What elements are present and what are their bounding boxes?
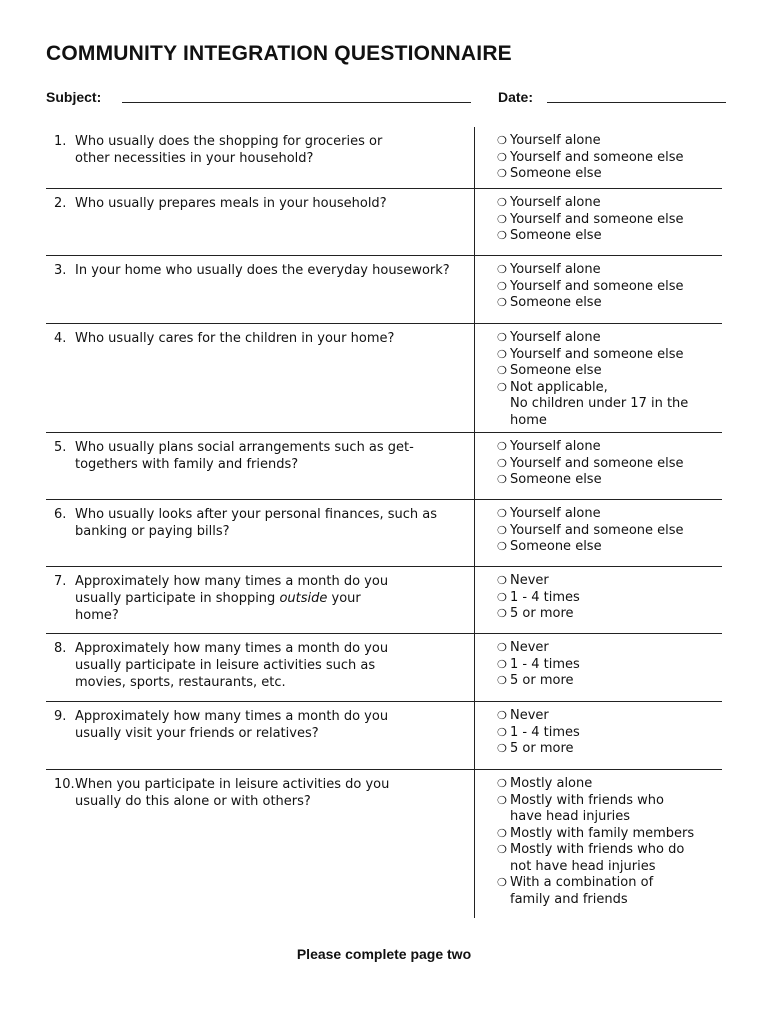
answer-option[interactable] [497, 262, 727, 279]
question-line [54, 590, 474, 607]
answer-option-line: 1 - 4 times [510, 589, 580, 605]
question-line [54, 506, 474, 523]
answer-option-label [510, 657, 580, 674]
answer-option[interactable] [497, 228, 727, 245]
radio-circle-icon[interactable]: ❍ [497, 725, 507, 739]
question-line-text: Who usually prepares meals in your household? [75, 196, 387, 211]
answer-option-label [510, 456, 684, 473]
radio-circle-icon[interactable]: ❍ [497, 590, 507, 604]
question-line-text: Who usually plans social arrangements such as get- [75, 440, 414, 455]
question-number: 7. [54, 574, 67, 589]
answer-option[interactable] [497, 279, 727, 296]
answer-option-line: Yourself alone [510, 133, 601, 148]
question-text [54, 439, 474, 473]
answer-option-label [510, 673, 574, 690]
radio-circle-icon[interactable]: ❍ [497, 507, 507, 520]
question-row [46, 189, 722, 256]
answer-option-line: With a combination of [510, 875, 654, 890]
answer-option-line: home [510, 412, 547, 428]
question-row [46, 634, 722, 702]
answer-option-label [510, 708, 549, 725]
answer-option[interactable] [497, 363, 727, 380]
question-line [54, 793, 474, 810]
radio-circle-icon[interactable]: ❍ [497, 607, 507, 620]
answer-option-label [510, 826, 694, 843]
radio-circle-icon[interactable]: ❍ [497, 263, 507, 276]
answer-option-line: Yourself and someone else [510, 346, 684, 362]
answer-option-label [510, 195, 601, 212]
answer-option[interactable] [497, 347, 727, 364]
answer-option-label [510, 472, 602, 489]
answer-option-line: have head injuries [510, 809, 631, 824]
answer-option[interactable] [497, 506, 727, 523]
question-line-text: usually participate in leisure activities such as [75, 658, 376, 673]
answer-options [497, 640, 727, 690]
answer-option-line: Yourself and someone else [510, 278, 684, 294]
radio-circle-icon[interactable]: ❍ [497, 657, 507, 671]
radio-circle-icon[interactable]: ❍ [497, 826, 507, 840]
radio-circle-icon[interactable]: ❍ [497, 347, 507, 361]
answer-option-label [510, 539, 602, 556]
answer-option[interactable] [497, 875, 727, 908]
subject-label: Subject: [46, 89, 102, 105]
radio-circle-icon[interactable]: ❍ [497, 523, 507, 537]
answer-option[interactable] [497, 826, 727, 843]
date-field[interactable] [547, 102, 726, 103]
answer-option-line: not have head injuries [510, 858, 656, 874]
answer-option-line: Yourself and someone else [510, 211, 684, 227]
question-number: 9. [54, 709, 67, 724]
question-line [54, 456, 474, 473]
answer-options [497, 776, 727, 908]
answer-options [497, 708, 727, 758]
question-line-text: banking or paying bills? [75, 524, 230, 539]
question-line [54, 657, 474, 674]
answer-option-label [510, 380, 688, 430]
radio-circle-icon[interactable]: ❍ [497, 742, 507, 755]
answer-option-line: 5 or more [510, 673, 574, 688]
question-row [46, 324, 722, 433]
answer-option-line: 1 - 4 times [510, 724, 580, 740]
question-row [46, 770, 722, 918]
answer-option-label [510, 133, 601, 150]
answer-option-line: Someone else [510, 472, 602, 487]
radio-circle-icon[interactable]: ❍ [497, 331, 507, 344]
answer-option[interactable] [497, 330, 727, 347]
answer-option[interactable] [497, 793, 727, 826]
answer-options [497, 439, 727, 489]
answer-option-label [510, 228, 602, 245]
question-number: 6. [54, 507, 67, 522]
answer-option[interactable] [497, 133, 727, 150]
answer-option-line: Yourself alone [510, 330, 601, 345]
question-row [46, 256, 722, 324]
answer-options [497, 195, 727, 245]
answer-option[interactable] [497, 590, 727, 607]
answer-option-line: No children under 17 in the [510, 396, 689, 411]
answer-option-label [510, 506, 601, 523]
answer-options [497, 133, 727, 183]
question-line-text: In your home who usually does the everyday housework? [75, 263, 450, 278]
question-text [54, 573, 474, 624]
answer-options [497, 262, 727, 312]
answer-option[interactable] [497, 523, 727, 540]
answer-option[interactable] [497, 842, 727, 875]
radio-circle-icon[interactable]: ❍ [497, 134, 507, 147]
question-line [54, 640, 474, 657]
answer-option[interactable] [497, 380, 727, 430]
answer-option-line: Never [510, 708, 549, 723]
question-line [54, 708, 474, 725]
radio-circle-icon[interactable]: ❍ [497, 296, 507, 309]
answer-option-line: Mostly with friends who [510, 792, 664, 808]
question-line [54, 573, 474, 590]
answer-option[interactable] [497, 708, 727, 725]
answer-option[interactable] [497, 725, 727, 742]
answer-option-label [510, 212, 684, 229]
answer-option-label [510, 725, 580, 742]
answer-option[interactable] [497, 456, 727, 473]
question-row [46, 702, 722, 770]
radio-circle-icon[interactable]: ❍ [497, 380, 507, 394]
answer-option-label [510, 166, 602, 183]
footer-note: Please complete page two [296, 946, 472, 962]
answer-option-line: Yourself alone [510, 506, 601, 521]
answer-option-label [510, 776, 592, 793]
radio-circle-icon[interactable]: ❍ [497, 843, 507, 856]
question-line-text: Who usually cares for the children in your home? [75, 331, 395, 346]
radio-circle-icon[interactable]: ❍ [497, 540, 507, 553]
answer-option[interactable] [497, 606, 727, 623]
answer-option[interactable] [497, 166, 727, 183]
radio-circle-icon[interactable]: ❍ [497, 777, 507, 790]
radio-circle-icon[interactable]: ❍ [497, 364, 507, 377]
question-line-text: usually do this alone or with others? [75, 794, 311, 809]
date-label: Date: [498, 89, 534, 105]
question-line [54, 725, 474, 742]
answer-option[interactable] [497, 573, 727, 590]
answer-option-line: Yourself and someone else [510, 455, 684, 471]
answer-option-line: Someone else [510, 363, 602, 378]
subject-field[interactable] [122, 102, 471, 103]
answer-option-line: Mostly alone [510, 776, 593, 791]
question-number: 3. [54, 263, 67, 278]
answer-option-line: Mostly with friends who do [510, 842, 685, 857]
question-line [54, 330, 474, 347]
answer-option-line: Someone else [510, 166, 602, 181]
question-line-text: Approximately how many times a month do you [75, 709, 389, 724]
answer-option-line: Yourself alone [510, 439, 601, 454]
answer-option[interactable] [497, 657, 727, 674]
answer-option-line: Yourself alone [510, 195, 601, 210]
question-number: 1. [54, 134, 67, 149]
answer-option[interactable] [497, 741, 727, 758]
radio-circle-icon[interactable]: ❍ [497, 473, 507, 486]
answer-option[interactable] [497, 673, 727, 690]
question-line-text: Who usually looks after your personal finances, such as [75, 507, 438, 522]
question-text [54, 330, 474, 347]
answer-option[interactable] [497, 212, 727, 229]
radio-circle-icon[interactable]: ❍ [497, 150, 507, 164]
question-line [54, 133, 474, 150]
question-row [46, 567, 722, 634]
question-number: 8. [54, 641, 67, 656]
answer-option-line: Yourself and someone else [510, 522, 684, 538]
question-line-text: movies, sports, restaurants, etc. [75, 675, 286, 690]
answer-option-line: Never [510, 573, 549, 588]
question-number: 4. [54, 331, 67, 346]
question-line [54, 439, 474, 456]
question-number: 2. [54, 196, 67, 211]
answer-option-label [510, 875, 653, 908]
question-line-text: usually visit your friends or relatives? [75, 726, 319, 741]
answer-option[interactable] [497, 472, 727, 489]
question-text [54, 262, 474, 279]
answer-options [497, 330, 727, 429]
answer-option-label [510, 347, 684, 364]
question-line-text: Who usually does the shopping for groceries or [75, 134, 383, 149]
question-text [54, 776, 474, 810]
answer-option[interactable] [497, 539, 727, 556]
question-text [54, 133, 474, 167]
answer-option[interactable] [497, 150, 727, 167]
question-line [54, 523, 474, 540]
question-text [54, 506, 474, 540]
answer-option-line: Not applicable, [510, 379, 608, 395]
answer-option-label [510, 150, 684, 167]
answer-option[interactable] [497, 195, 727, 212]
radio-circle-icon[interactable]: ❍ [497, 641, 507, 654]
question-line-text: Approximately how many times a month do you [75, 641, 389, 656]
answer-option-line: 1 - 4 times [510, 656, 580, 672]
answer-option-line: Someone else [510, 228, 602, 243]
radio-circle-icon[interactable]: ❍ [497, 674, 507, 687]
question-line [54, 150, 474, 167]
radio-circle-icon[interactable]: ❍ [497, 229, 507, 242]
answer-option-line: Someone else [510, 295, 602, 310]
answer-option-label [510, 279, 684, 296]
radio-circle-icon[interactable]: ❍ [497, 793, 507, 807]
question-line-text: Approximately how many times a month do you [75, 574, 389, 589]
question-line [54, 195, 474, 212]
question-line-text: home? [75, 608, 119, 623]
question-line [54, 674, 474, 691]
question-line-text: When you participate in leisure activities do you [75, 777, 390, 792]
answer-option-label [510, 640, 549, 657]
question-text [54, 640, 474, 691]
answer-option-label [510, 262, 601, 279]
radio-circle-icon[interactable]: ❍ [497, 279, 507, 293]
answer-option-label [510, 793, 664, 826]
answer-option[interactable] [497, 439, 727, 456]
radio-circle-icon[interactable]: ❍ [497, 574, 507, 587]
answer-option-line: 5 or more [510, 606, 574, 621]
question-row [46, 500, 722, 567]
answer-options [497, 506, 727, 556]
answer-options [497, 573, 727, 623]
question-line [54, 776, 474, 793]
question-line-text: usually participate in shopping outside your [75, 591, 361, 606]
answer-option-line: 5 or more [510, 741, 574, 756]
radio-circle-icon[interactable]: ❍ [497, 876, 507, 889]
question-row [46, 433, 722, 500]
answer-option-line: Yourself alone [510, 262, 601, 277]
answer-option-line: Mostly with family members [510, 825, 695, 841]
answer-option-label [510, 523, 684, 540]
answer-option[interactable] [497, 640, 727, 657]
answer-option-label [510, 330, 601, 347]
radio-circle-icon[interactable]: ❍ [497, 167, 507, 180]
question-line-text: other necessities in your household? [75, 151, 314, 166]
answer-option-line: Yourself and someone else [510, 149, 684, 165]
answer-option-label [510, 363, 602, 380]
answer-option-label [510, 439, 601, 456]
question-line [54, 607, 474, 624]
radio-circle-icon[interactable]: ❍ [497, 709, 507, 722]
question-text [54, 708, 474, 742]
answer-option-line: family and friends [510, 891, 628, 907]
answer-option-label [510, 295, 602, 312]
question-number: 10. [54, 777, 75, 792]
answer-option-label [510, 842, 684, 875]
question-text [54, 195, 474, 212]
answer-option-label [510, 590, 580, 607]
answer-option-label [510, 573, 549, 590]
question-row [46, 127, 722, 189]
answer-option-line: Never [510, 640, 549, 655]
question-line [54, 262, 474, 279]
question-number: 5. [54, 440, 67, 455]
radio-circle-icon[interactable]: ❍ [497, 456, 507, 470]
radio-circle-icon[interactable]: ❍ [497, 212, 507, 226]
answer-option-label [510, 741, 574, 758]
answer-option[interactable] [497, 776, 727, 793]
answer-option-label [510, 606, 574, 623]
answer-option-line: Someone else [510, 539, 602, 554]
page-title: COMMUNITY INTEGRATION QUESTIONNAIRE [46, 42, 512, 65]
answer-option[interactable] [497, 295, 727, 312]
question-line-text: togethers with family and friends? [75, 457, 299, 472]
radio-circle-icon[interactable]: ❍ [497, 440, 507, 453]
radio-circle-icon[interactable]: ❍ [497, 196, 507, 209]
